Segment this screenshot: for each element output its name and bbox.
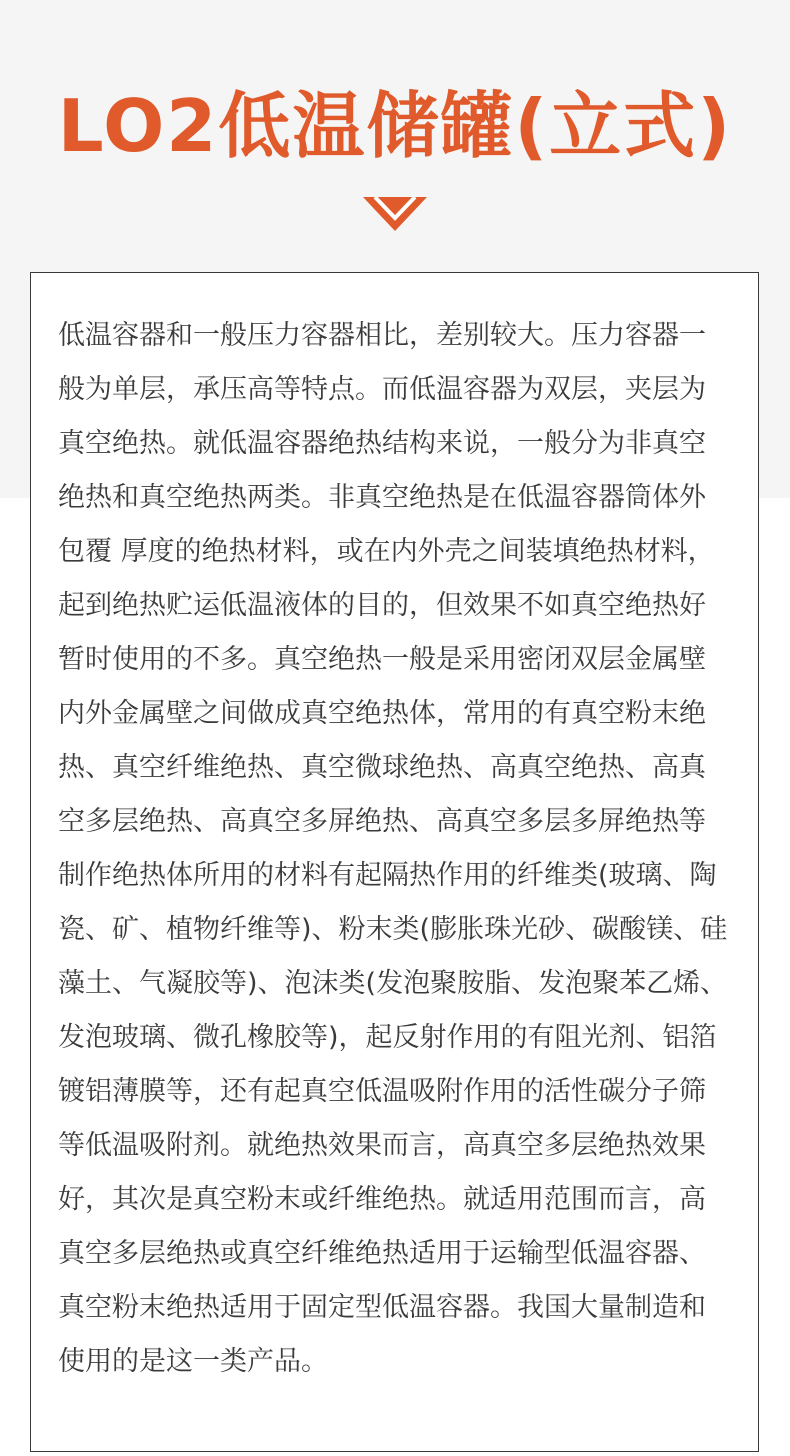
paragraph-line: 起到绝热贮运低温液体的目的，但效果不如真空绝热好 [58,590,706,621]
paragraph-line: 内外金属壁之间做成真空绝热体，常用的有真空粉末绝 [58,698,706,729]
paragraph-line: 镀铝薄膜等，还有起真空低温吸附作用的活性碳分子筛 [58,1076,706,1107]
description-box [30,272,759,1452]
paragraph-line: 发泡玻璃、微孔橡胶等)，起反射作用的有阻光剂、铝箔 [58,1022,717,1053]
paragraph-line: 等低温吸附剂。就绝热效果而言，高真空多层绝热效果 [58,1130,706,1161]
paragraph-line: 真空粉末绝热适用于固定型低温容器。我国大量制造和 [58,1292,706,1323]
paragraph-line: 制作绝热体所用的材料有起隔热作用的纤维类(玻璃、陶 [58,860,717,891]
paragraph-line: 暂时使用的不多。真空绝热一般是采用密闭双层金属壁 [58,644,706,675]
chevron-down-icon [363,197,427,231]
paragraph-line: 般为单层，承压高等特点。而低温容器为双层，夹层为 [58,374,706,405]
page-title: LO2低温储罐(立式) [57,84,733,168]
paragraph-line: 低温容器和一般压力容器相比，差别较大。压力容器一 [58,320,706,351]
paragraph-line: 好，其次是真空粉末或纤维绝热。就适用范围而言，高 [58,1184,706,1215]
paragraph-line: 绝热和真空绝热两类。非真空绝热是在低温容器筒体外 [58,482,706,513]
paragraph-line: 热、真空纤维绝热、真空微球绝热、高真空绝热、高真 [58,752,706,783]
paragraph-line: 真空绝热。就低温容器绝热结构来说，一般分为非真空 [58,428,706,459]
paragraph-line: 空多层绝热、高真空多屏绝热、高真空多层多屏绝热等 [58,806,706,837]
paragraph-line: 真空多层绝热或真空纤维绝热适用于运输型低温容器、 [58,1238,706,1269]
paragraph-line: 包覆 厚度的绝热材料，或在内外壳之间装填绝热材料， [58,536,715,567]
paragraph-line: 瓷、矿、植物纤维等)、粉末类(膨胀珠光砂、碳酸镁、硅 [58,914,728,945]
paragraph-line: 藻土、气凝胶等)、泡沫类(发泡聚胺脂、发泡聚苯乙烯、 [58,968,728,999]
paragraph-line: 使用的是这一类产品。 [58,1346,328,1377]
